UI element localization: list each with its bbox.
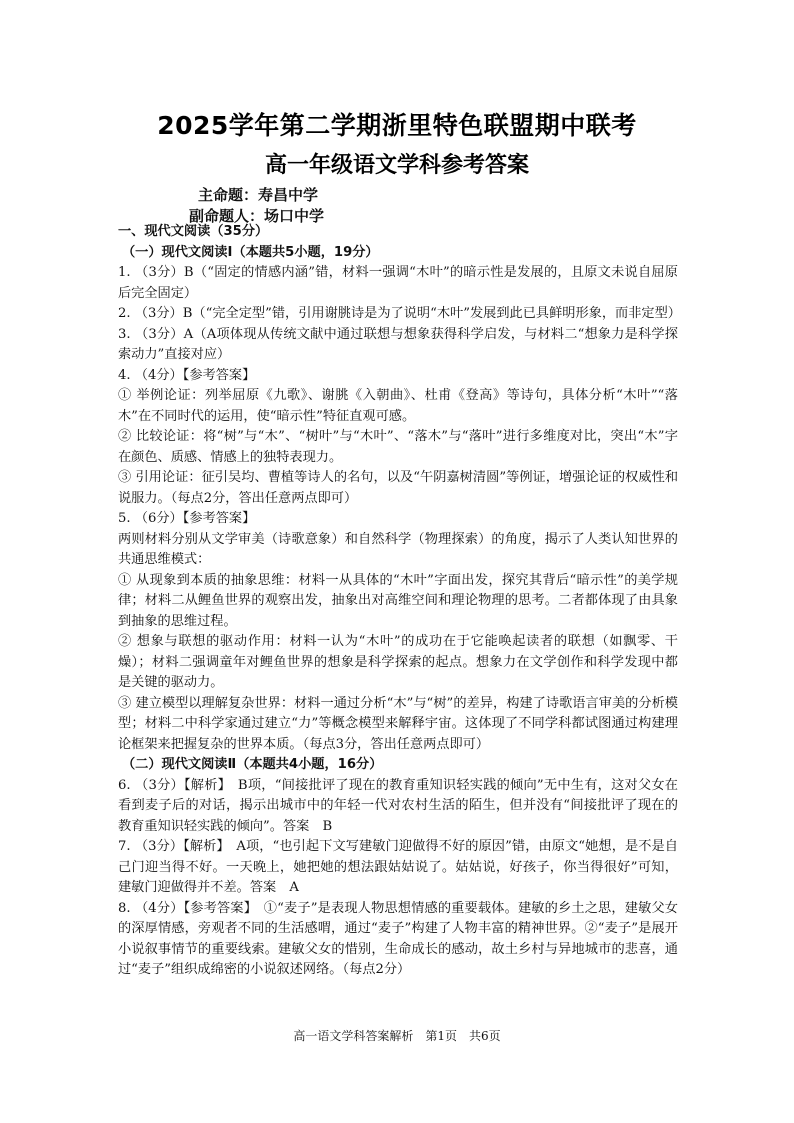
question-6-answer: 6. （3分）【解析】 B项，“间接批评了现在的教育重知识轻实践的倾向”无中生有，这对父女在看到麦子后的对话，揭示出城市中的年轻一代对农村生活的陌生，但并没有“间接批评了现在的教育重知识轻实践的倾向”。答案 B [118,777,678,834]
question-4-point-2: ② 比较论证：将“树”与“木”、“树叶”与“木叶”、“落木”与“落叶”进行多维度对比，突出“木”字在颜色、质感、情感上的独特表现力。 [118,429,678,465]
question-5-heading: 5. （6分）【参考答案】 [118,511,256,526]
chief-setter: 主命题：寿昌中学 [198,186,319,204]
question-5-point-2: ② 想象与联想的驱动作用：材料一认为“木叶”的成功在于它能唤起读者的联想（如飘零、干燥）；材料二强调童年对鲤鱼世界的想象是科学探索的起点。想象力在文学创作和科学发现中都是关键的驱动力。 [118,634,678,690]
page-footer: 高一语文学科答案解析 第1页 共6页 [293,1029,501,1043]
question-4-heading: 4. （4分）【参考答案】 [118,367,256,383]
question-4-point-3: ③ 引用论证：征引吴均、曹植等诗人的名句，以及“午阴嘉树清圆”等例证，增强论证的权威性和说服力。（每点2分，答出任意两点即可） [118,470,678,506]
question-5-point-3: ③ 建立模型以理解复杂世界：材料一通过分析“木”与“树”的差异，构建了诗歌语言审美的分析模型；材料二中科学家通过建立“力”等概念模型来解释宇宙。这体现了不同学科都试图通过构建理论框架来把握复杂的世界本质。（每点3分，答出任意两点即可） [118,695,678,752]
question-5-intro: 两则材料分别从文学审美（诗歌意象）和自然科学（物理探索）的角度，揭示了人类认知世界的共通思维模式： [118,531,678,567]
document-title: 2025学年第二学期浙里特色联盟期中联考 [157,111,637,140]
question-7-answer: 7. （3分）【解析】 A项，“也引起下文写建敏门迎做得不好的原因”错，由原文“她想，是不是自己门迎当得不好。一天晚上，她把她的想法跟姑姑说了。姑姑说，好孩子，你当得很好”可知，建敏门迎做得并不差。答案 A [118,839,678,895]
answer-content [118,222,681,981]
question-1-answer: 1. （3分）B（“固定的情感内涵”错，材料一强调“木叶”的暗示性是发展的，且原文未说自屈原后完全固定） [118,265,678,301]
question-2-answer: 2. （3分）B（“完全定型”错，引用谢朓诗是为了说明“木叶”发展到此已具鲜明形象，而非定型） [118,306,681,321]
document-subtitle: 高一年级语文学科参考答案 [264,153,529,178]
deputy-setter: 副命题人：场口中学 [189,207,325,225]
question-3-answer: 3. （3分）A（A项体现从传统文献中通过联想与想象获得科学启发，与材料二“想象力是科学探索动力”直接对应） [118,326,678,362]
section-heading: 一、现代文阅读（35分） [118,224,269,239]
question-5-point-1: ① 从现象到本质的抽象思维：材料一从具体的“木叶”字面出发，探究其背后“暗示性”的美学规律；材料二从鲤鱼世界的观察出发，抽象出对高维空间和理论物理的思考。二者都体现了由具象到抽象的思维过程。 [118,572,678,629]
question-8-answer: 8. （4分）【参考答案】 ①“麦子”是表现人物思想情感的重要载体。建敏的乡土之思，建敏父女的深厚情感，旁观者不同的生活感喟，通过“麦子”构建了人物丰富的精神世界。②“麦子”是展开小说叙事情节的重要线索。建敏父女的惜别，生命成长的感动，故土乡村与异地城市的悲喜，通过“麦子”组织成绵密的小说叙述网络。（每点2分） [118,900,678,977]
part1-heading: （一）现代文阅读Ⅰ（本题共5小题，19分） [122,244,379,260]
question-4-point-1: ① 举例论证：列举屈原《九歌》、谢朓《入朝曲》、杜甫《登高》等诗句，具体分析“木叶”“落木”在不同时代的运用，使“暗示性”特征直观可感。 [118,388,678,424]
part2-heading: （二）现代文阅读Ⅱ（本题共4小题，16分） [122,757,383,772]
